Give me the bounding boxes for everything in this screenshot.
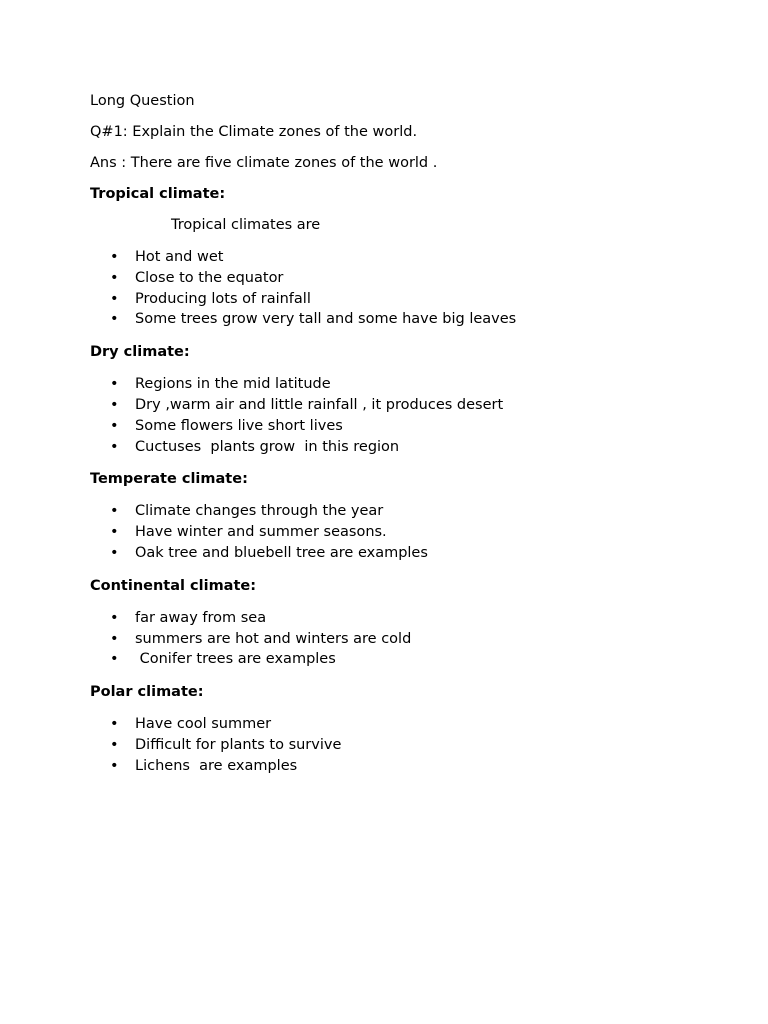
list-item-text: Producing lots of rainfall	[135, 290, 311, 307]
bullet-list-dry-climate	[90, 374, 710, 457]
bullet-icon: •	[110, 503, 119, 520]
list-item-text: Have cool summer	[135, 716, 272, 733]
bullet-list-continental-climate	[90, 608, 710, 670]
list-item	[90, 437, 710, 458]
list-item	[90, 714, 710, 735]
question-text: Q#1: Explain the Climate zones of the world.	[90, 124, 418, 140]
list-item	[90, 756, 710, 777]
list-item-text: Some trees grow very tall and some have big leaves	[135, 311, 517, 328]
list-item-text: Difficult for plants to survive	[135, 736, 342, 753]
list-item	[90, 268, 710, 289]
list-item	[90, 543, 710, 564]
list-item	[90, 374, 710, 395]
list-item	[90, 309, 710, 330]
list-item-text: Close to the equator	[135, 269, 284, 286]
bullet-icon: •	[110, 438, 119, 455]
bullet-icon: •	[110, 630, 119, 647]
list-item	[90, 608, 710, 629]
bullet-list-polar-climate	[90, 714, 710, 776]
list-item-text: Have winter and summer seasons.	[135, 524, 387, 541]
list-item-text: Climate changes through the year	[135, 503, 384, 520]
bullet-icon: •	[110, 269, 119, 286]
bullet-icon: •	[110, 524, 119, 541]
bullet-icon: •	[110, 757, 119, 774]
list-item	[90, 629, 710, 650]
list-item	[90, 501, 710, 522]
bullet-icon: •	[110, 376, 119, 393]
bullet-list-tropical-climate	[90, 247, 710, 330]
bullet-icon: •	[110, 544, 119, 561]
bullet-icon: •	[110, 311, 119, 328]
bullet-icon: •	[110, 651, 119, 668]
list-item-text: Lichens are examples	[135, 757, 298, 774]
bullet-icon: •	[110, 609, 119, 626]
list-item-text: summers are hot and winters are cold	[135, 630, 412, 647]
section-intro: Tropical climates are	[171, 217, 321, 233]
section-heading-continental-climate: Continental climate:	[90, 577, 257, 594]
bullet-icon: •	[110, 736, 119, 753]
section-heading-tropical-climate: Tropical climate:	[90, 186, 226, 202]
list-item	[90, 289, 710, 310]
document-title: Long Question	[90, 93, 195, 109]
list-item-text: Hot and wet	[135, 249, 224, 265]
bullet-icon: •	[110, 249, 119, 265]
list-item	[90, 649, 710, 670]
list-item	[90, 522, 710, 543]
list-item	[90, 416, 710, 437]
climate-sections	[90, 185, 710, 777]
bullet-list-temperate-climate	[90, 501, 710, 563]
list-item-text: Oak tree and bluebell tree are examples	[135, 544, 428, 561]
list-item-text: Conifer trees are examples	[135, 651, 336, 668]
list-item-text: Cuctuses plants grow in this region	[135, 438, 400, 455]
list-item-text: Some flowers live short lives	[135, 417, 343, 434]
list-item	[90, 395, 710, 416]
list-item-text: Dry ,warm air and little rainfall , it produces desert	[135, 396, 504, 413]
document-page	[90, 92, 710, 790]
bullet-icon: •	[110, 417, 119, 434]
bullet-icon: •	[110, 396, 119, 413]
bullet-icon: •	[110, 290, 119, 307]
section-heading-temperate-climate: Temperate climate:	[90, 471, 248, 488]
list-item-text: Regions in the mid latitude	[135, 376, 331, 393]
list-item	[90, 247, 710, 268]
bullet-icon: •	[110, 716, 119, 733]
list-item-text: far away from sea	[135, 609, 267, 626]
list-item	[90, 735, 710, 756]
section-heading-polar-climate: Polar climate:	[90, 684, 204, 701]
section-heading-dry-climate: Dry climate:	[90, 344, 190, 361]
answer-text: Ans : There are five climate zones of the world .	[90, 155, 438, 171]
